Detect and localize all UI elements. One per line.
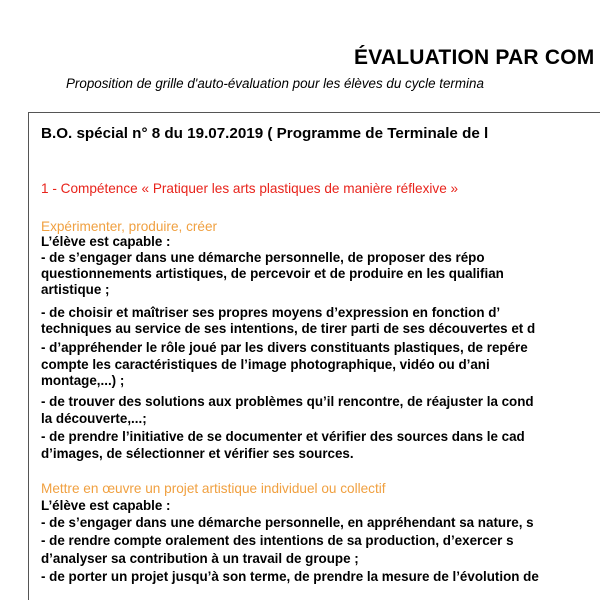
paragraph-line: compte les caractéristiques de l’image photographique, vidéo ou d’ani xyxy=(41,357,490,372)
paragraph-line: artistique ; xyxy=(41,282,110,297)
content-frame xyxy=(28,112,600,600)
paragraph-line: - de prendre l’initiative de se documenter et vérifier des sources dans le cad xyxy=(41,429,525,444)
document-subtitle: Proposition de grille d'auto-évaluation pour les élèves du cycle termina xyxy=(66,76,484,91)
paragraph-line: - de porter un projet jusqu’à son terme, de prendre la mesure de l’évolution de xyxy=(41,569,539,584)
document-title: ÉVALUATION PAR COM xyxy=(354,46,595,69)
paragraph-line: - de trouver des solutions aux problèmes qu’il rencontre, de réajuster la cond xyxy=(41,394,534,409)
paragraph-line: - de s’engager dans une démarche personnelle, de proposer des répo xyxy=(41,250,485,265)
section-heading-experimenter: Expérimenter, produire, créer xyxy=(41,219,218,234)
paragraph-line: d’analyser sa contribution à un travail de groupe ; xyxy=(41,551,359,566)
paragraph-line: d’images, de sélectionner et vérifier ses sources. xyxy=(41,446,354,461)
section-heading-projet: Mettre en œuvre un projet artistique individuel ou collectif xyxy=(41,481,386,496)
paragraph-line: la découverte,...; xyxy=(41,411,147,426)
section-intro: L’élève est capable : xyxy=(41,234,171,249)
paragraph-line: - de s’engager dans une démarche personnelle, en appréhendant sa nature, s xyxy=(41,515,534,530)
bo-reference-title: B.O. spécial n° 8 du 19.07.2019 ( Programme de Terminale de l xyxy=(41,125,489,142)
paragraph-line: - de rendre compte oralement des intentions de sa production, d’exercer s xyxy=(41,533,514,548)
section-intro: L’élève est capable : xyxy=(41,498,171,513)
paragraph-line: montage,...) ; xyxy=(41,373,125,388)
paragraph-line: questionnements artistiques, de percevoir et de produire en les qualifian xyxy=(41,266,504,281)
paragraph-line: techniques au service de ses intentions, de tirer parti de ses découvertes et d xyxy=(41,321,536,336)
competence-title: 1 - Compétence « Pratiquer les arts plastiques de manière réflexive » xyxy=(41,181,459,196)
paragraph-line: - d’appréhender le rôle joué par les divers constituants plastiques, de repére xyxy=(41,340,528,355)
paragraph-line: - de choisir et maîtriser ses propres moyens d’expression en fonction d’ xyxy=(41,305,501,320)
